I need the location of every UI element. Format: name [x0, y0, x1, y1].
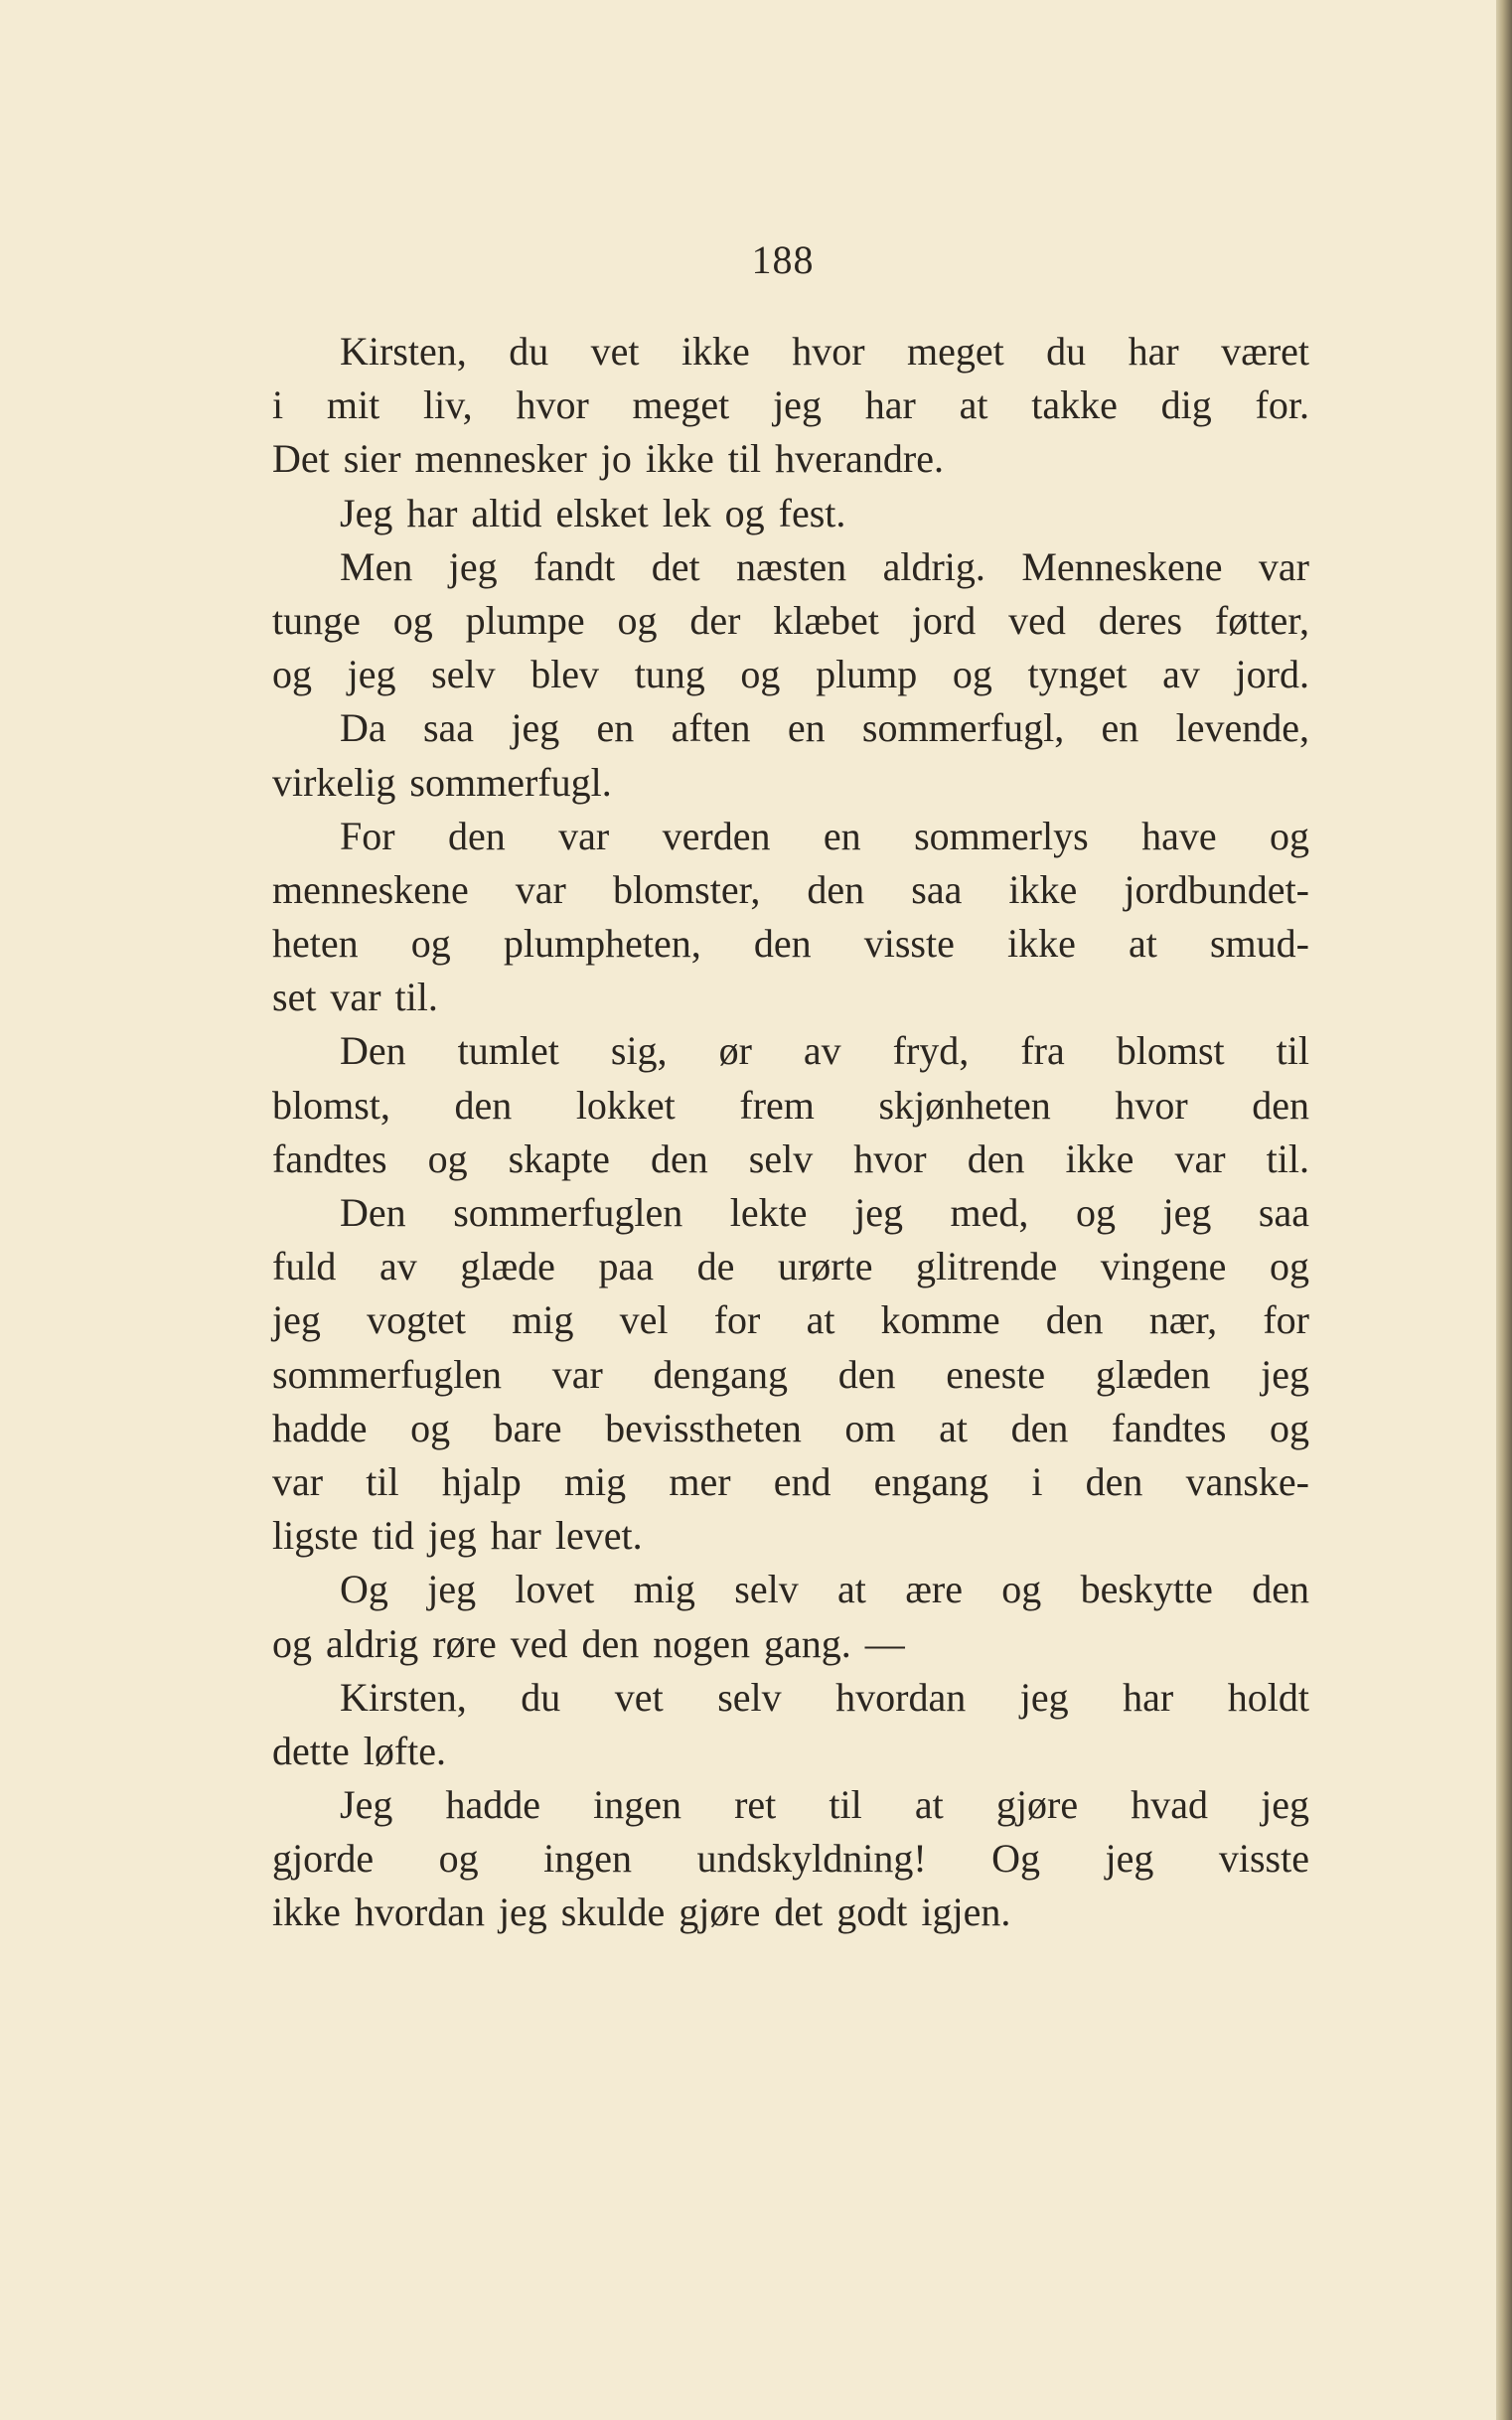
text-line: i mit liv, hvor meget jeg har at takke dig for.	[272, 382, 1309, 428]
text-line: ligste tid jeg har levet.	[272, 1513, 643, 1559]
text-line: blomst, den lokket frem skjønheten hvor den	[272, 1082, 1309, 1128]
body-text	[272, 325, 1309, 1940]
text-line: Jeg har altid elsket lek og fest.	[340, 490, 846, 535]
text-line: Kirsten, du vet selv hvordan jeg har holdt	[340, 1674, 1309, 1720]
text-line: og jeg selv blev tung og plump og tynget av jord.	[272, 652, 1309, 697]
text-line: virkelig sommerfugl.	[272, 759, 612, 805]
text-line: hadde og bare bevisstheten om at den fandtes og	[272, 1405, 1309, 1450]
text-line: var til hjalp mig mer end engang i den vanske-	[272, 1458, 1309, 1504]
text-line: gjorde og ingen undskyldning! Og jeg visste	[272, 1836, 1309, 1882]
text-line: sommerfuglen var dengang den eneste glæden jeg	[272, 1351, 1309, 1397]
text-line: For den var verden en sommerlys have og	[340, 813, 1309, 858]
text-line: fuld av glæde paa de urørte glitrende vingene og	[272, 1244, 1309, 1289]
text-line: Det sier mennesker jo ikke til hverandre.	[272, 436, 944, 482]
text-line: menneskene var blomster, den saa ikke jordbundet-	[272, 866, 1309, 912]
text-line: tunge og plumpe og der klæbet jord ved deres føtter,	[272, 597, 1309, 643]
text-line: dette løfte.	[272, 1728, 447, 1773]
text-line: heten og plumpheten, den visste ikke at smud-	[272, 921, 1309, 967]
text-line: Og jeg lovet mig selv at ære og beskytte den	[340, 1567, 1309, 1612]
page-number: 188	[751, 237, 815, 282]
text-line: ikke hvordan jeg skulde gjøre det godt igjen.	[272, 1890, 1011, 1935]
text-line: Den tumlet sig, ør av fryd, fra blomst til	[340, 1028, 1309, 1074]
text-line: Jeg hadde ingen ret til at gjøre hvad jeg	[340, 1782, 1309, 1828]
text-line: Men jeg fandt det næsten aldrig. Menneskene var	[340, 543, 1309, 589]
text-line: jeg vogtet mig vel for at komme den nær, for	[272, 1297, 1309, 1343]
text-line: og aldrig røre ved den nogen gang. —	[272, 1620, 905, 1666]
text-line: fandtes og skapte den selv hvor den ikke var til.	[272, 1135, 1309, 1181]
text-line: Da saa jeg en aften en sommerfugl, en levende,	[340, 705, 1309, 751]
text-line: set var til.	[272, 975, 438, 1020]
text-line: Den sommerfuglen lekte jeg med, og jeg saa	[340, 1190, 1309, 1235]
page-edge-shadow	[1496, 0, 1512, 2420]
text-line: Kirsten, du vet ikke hvor meget du har været	[340, 329, 1309, 374]
